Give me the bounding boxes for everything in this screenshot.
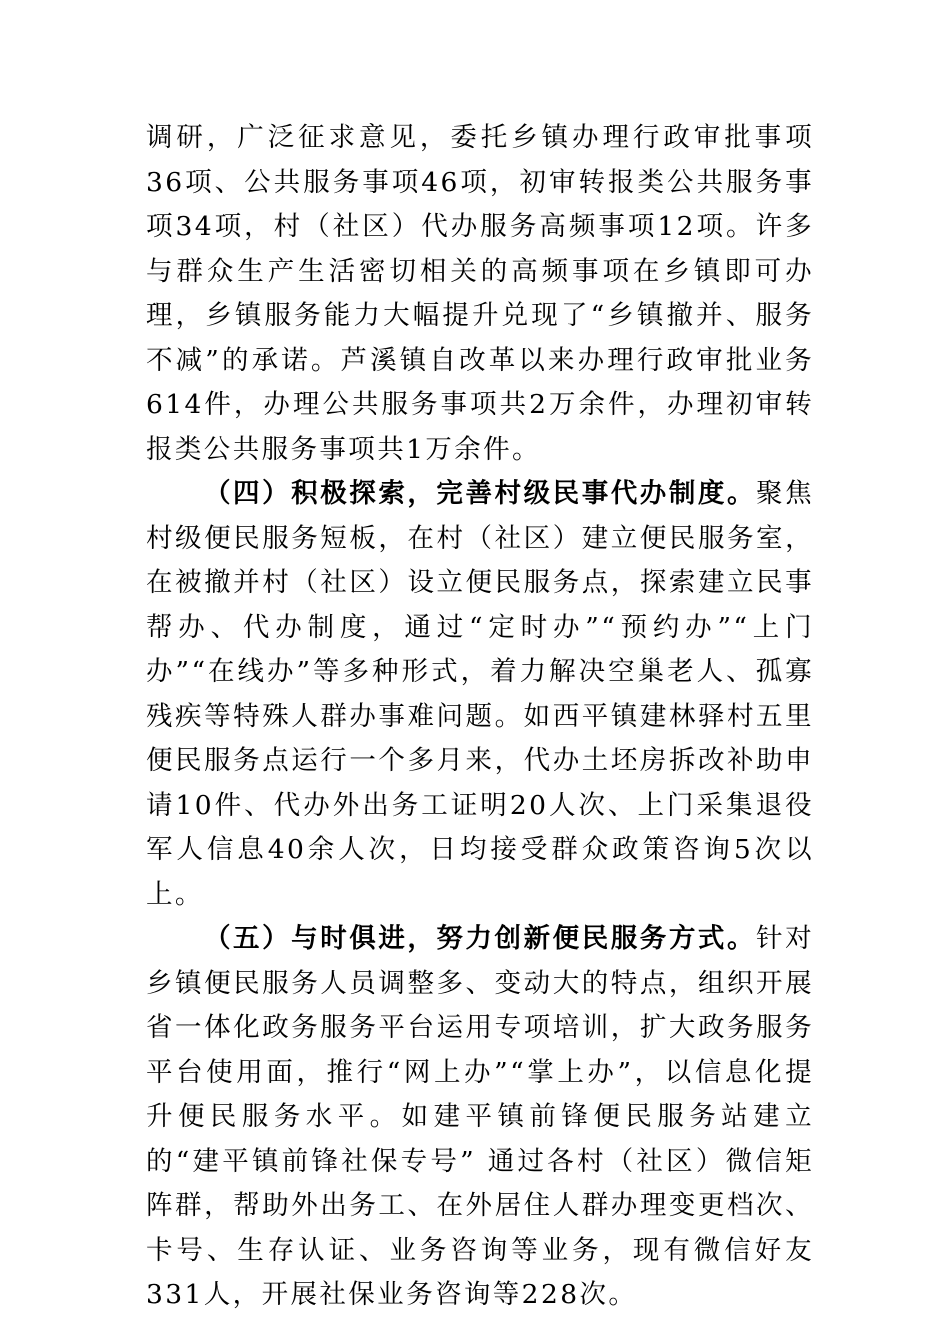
paragraph-text: 聚焦村级便民服务短板，在村（社区）建立便民服务室，在被撤并村（社区）设立便民服务点，探索建立民事帮办、代办制度，通过“定时办”“预约办”“上门办”“在线办”等多种形式，着力解决空巢老人、孤寡残疾等特殊人群办事难问题。如西平镇建林驿村五里便民服务点运行一个多月来，代办土坯房拆改补助申请10件、代办外出务工证明20人次、上门采集退役军人信息40余人次，日均接受群众政策咨询5次以上。	[146, 478, 814, 910]
document-body	[146, 116, 814, 1318]
paragraph-section-four	[146, 472, 814, 917]
paragraph-text: 调研，广泛征求意见，委托乡镇办理行政审批事项36项、公共服务事项46项，初审转报类公共服务事项34项，村（社区）代办服务高频事项12项。许多与群众生产生活密切相关的高频事项在乡镇即可办理，乡镇服务能力大幅提升兑现了“乡镇撤并、服务不减”的承诺。芦溪镇自改革以来办理行政审批业务614件，办理公共服务事项共2万余件，办理初审转报类公共服务事项共1万余件。	[146, 122, 814, 465]
paragraph-text: 针对乡镇便民服务人员调整多、变动大的特点，组织开展省一体化政务服务平台运用专项培训，扩大政务服务平台使用面，推行“网上办”“掌上办”，以信息化提升便民服务水平。如建平镇前锋便民服务站建立的“建平镇前锋社保专号” 通过各村（社区）微信矩阵群，帮助外出务工、在外居住人群办理变更档次、卡号、生存认证、业务咨询等业务，现有微信好友331人，开展社保业务咨询等228次。	[146, 923, 814, 1310]
section-heading: （四）积极探索，完善村级民事代办制度。	[204, 478, 757, 509]
paragraph-continuation	[146, 116, 814, 472]
paragraph-section-five	[146, 917, 814, 1318]
section-heading: （五）与时俱进，努力创新便民服务方式。	[204, 923, 757, 954]
